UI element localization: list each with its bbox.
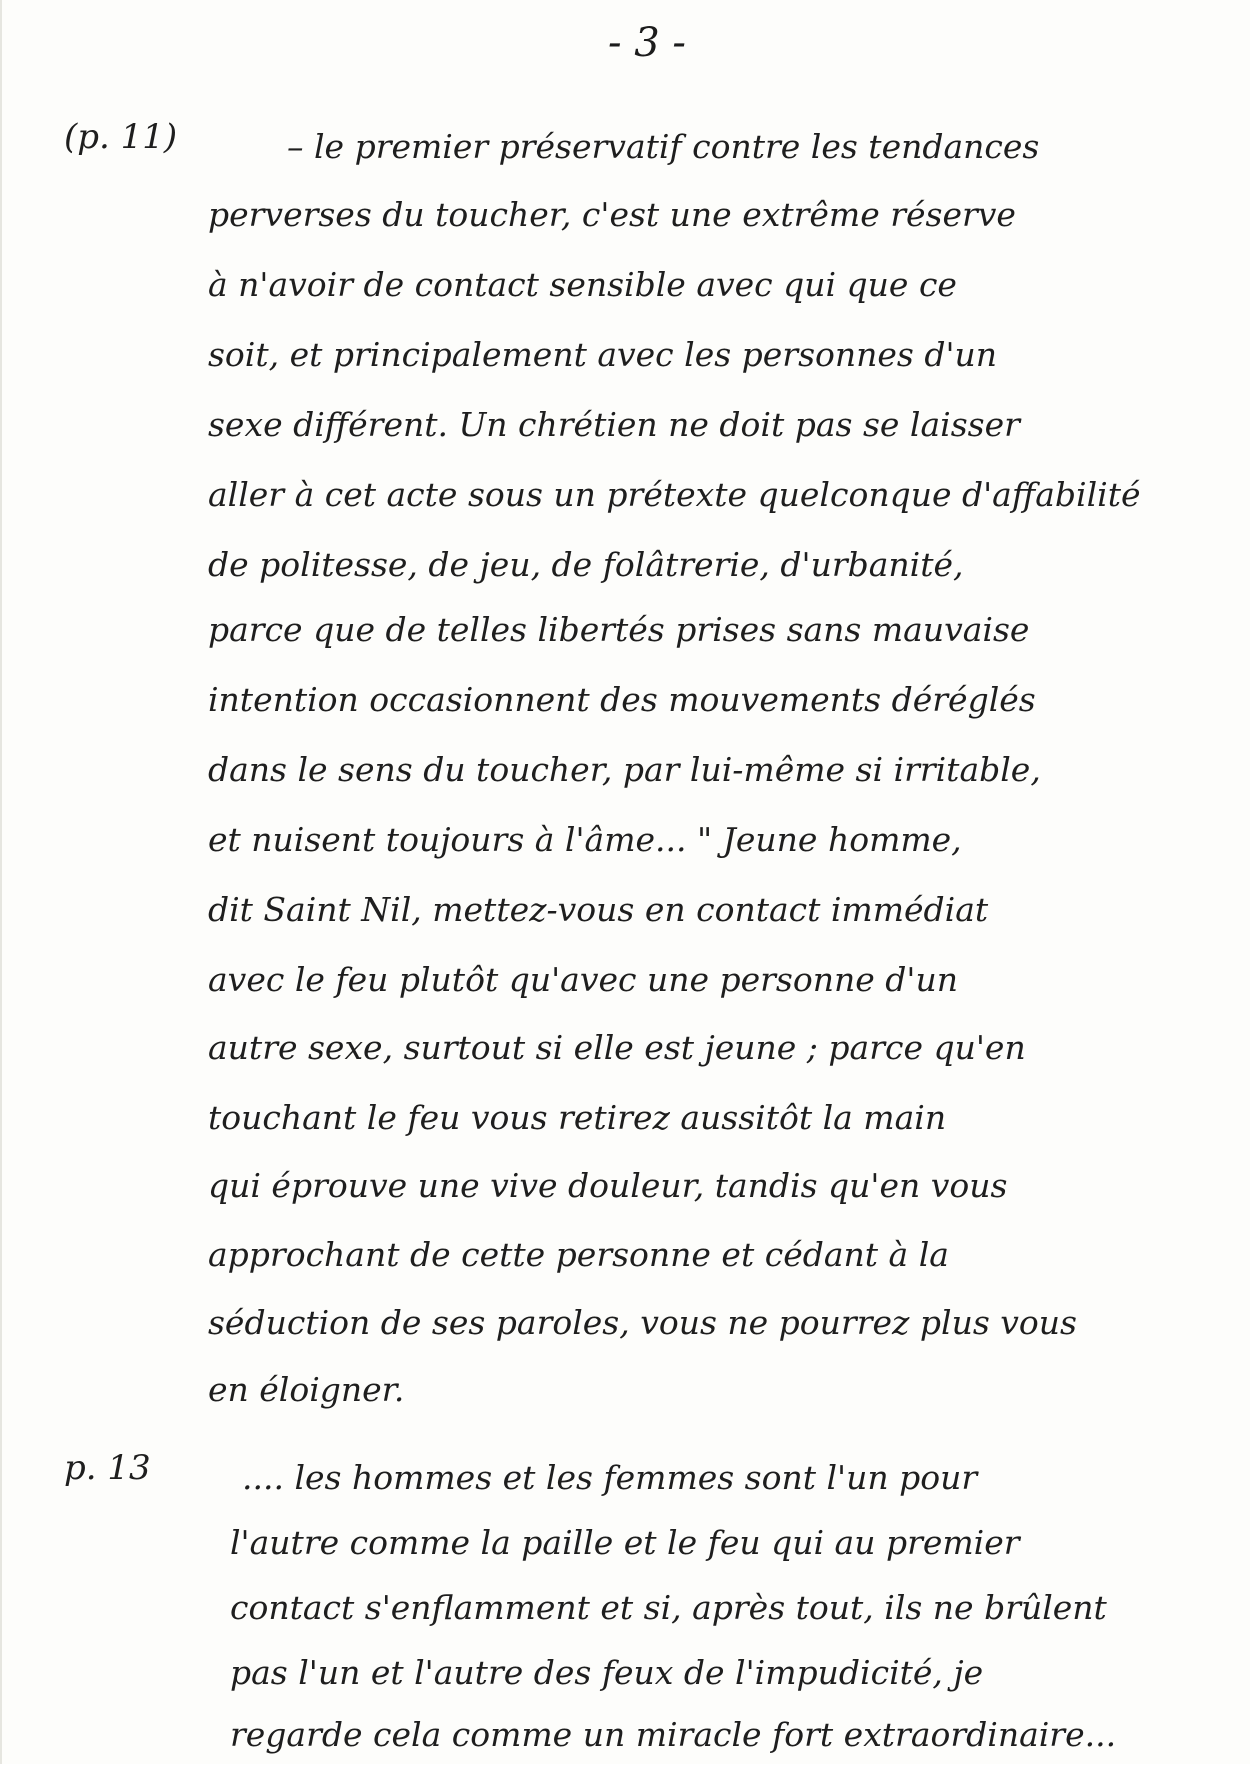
- text-line: approchant de cette personne et cédant à la: [208, 1235, 949, 1274]
- text-line: regarde cela comme un miracle fort extraordinaire...: [230, 1715, 1117, 1754]
- text-line: et nuisent toujours à l'âme... " Jeune homme,: [208, 820, 962, 859]
- text-line: qui éprouve une vive douleur, tandis qu'en vous: [208, 1166, 1008, 1205]
- text-line: touchant le feu vous retirez aussitôt la main: [208, 1098, 947, 1137]
- text-line: .... les hommes et les femmes sont l'un pour: [242, 1458, 978, 1497]
- text-line: parce que de telles libertés prises sans mauvaise: [208, 610, 1030, 649]
- text-line: pas l'un et l'autre des feux de l'impudicité, je: [230, 1653, 984, 1692]
- text-line: avec le feu plutôt qu'avec une personne d'un: [208, 960, 958, 999]
- text-line: de politesse, de jeu, de folâtrerie, d'urbanité,: [208, 545, 964, 584]
- text-line: à n'avoir de contact sensible avec qui que ce: [208, 265, 957, 304]
- section-reference: (p. 11): [64, 117, 178, 157]
- text-line: soit, et principalement avec les personnes d'un: [208, 335, 998, 374]
- section-reference: p. 13: [64, 1448, 151, 1488]
- text-line: sexe différent. Un chrétien ne doit pas se laisser: [208, 405, 1020, 444]
- text-line: intention occasionnent des mouvements déréglés: [208, 680, 1036, 719]
- text-line: perverses du toucher, c'est une extrême réserve: [208, 195, 1016, 234]
- text-line: l'autre comme la paille et le feu qui au premier: [230, 1523, 1020, 1562]
- text-line: – le premier préservatif contre les tendances: [287, 127, 1040, 166]
- page-number: - 3 -: [608, 20, 686, 66]
- text-line: aller à cet acte sous un prétexte quelconque d'affabilité: [208, 475, 1141, 514]
- text-line: en éloigner.: [208, 1370, 405, 1409]
- text-line: dans le sens du toucher, par lui-même si irritable,: [208, 750, 1041, 789]
- text-line: dit Saint Nil, mettez-vous en contact immédiat: [208, 890, 989, 929]
- text-line: séduction de ses paroles, vous ne pourrez plus vous: [208, 1303, 1077, 1342]
- text-line: autre sexe, surtout si elle est jeune ; parce qu'en: [208, 1028, 1026, 1067]
- text-line: contact s'enflamment et si, après tout, ils ne brûlent: [230, 1588, 1107, 1627]
